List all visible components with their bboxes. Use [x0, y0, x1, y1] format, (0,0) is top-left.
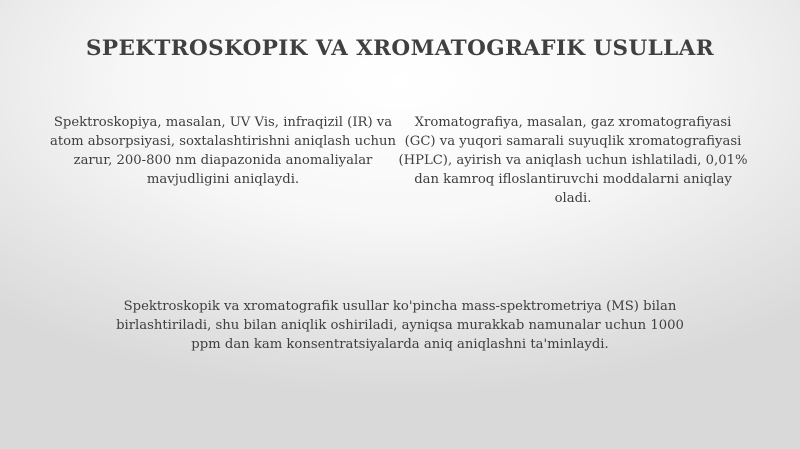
slide-title: SPEKTROSKOPIK VA XROMATOGRAFIK USULLAR	[85, 36, 715, 61]
spectroscopy-paragraph: Spektroskopiya, masalan, UV Vis, infraqizil (IR) va atom absorpsiyasi, soxtalashtirishni aniqlash uchun zarur, 200-800 nm diapazonida anomaliyalar mavjudligini aniqlaydi.	[50, 115, 396, 187]
combined-methods-paragraph: Spektroskopik va xromatografik usullar ko'pincha mass-spektrometriya (MS) bilan birlashtiriladi, shu bilan aniqlik oshiriladi, ayniqsa murakkab namunalar uchun 1000 ppm dan kam konsentratsiyalarda aniq aniqlashni ta'minlaydi.	[116, 299, 684, 352]
chromatography-paragraph: Xromatografiya, masalan, gaz xromatografiyasi (GC) va yuqori samarali suyuqlik xromatografiyasi (HPLC), ayirish va aniqlash uchun ishlatiladi, 0,01% dan kamroq ifloslantiruvchi moddalarni aniqlay oladi.	[398, 115, 748, 206]
